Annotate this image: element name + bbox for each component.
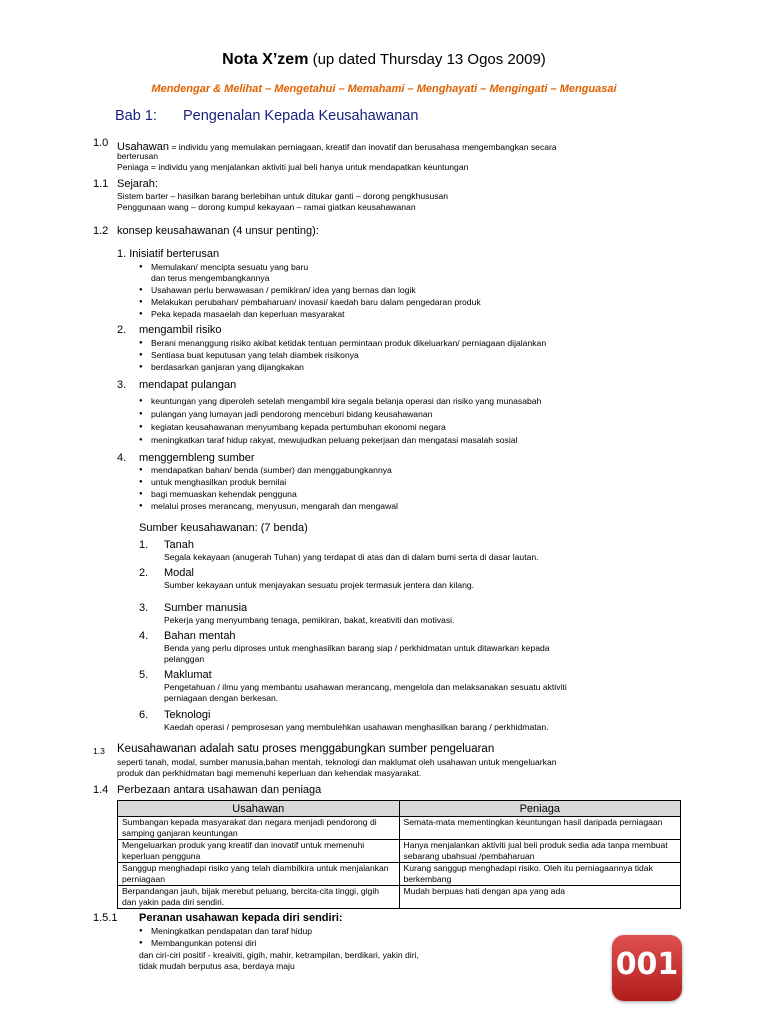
sumber-5-number: 5. [139, 669, 149, 681]
section-1-3-line-1: seperti tanah, modal, sumber manusia,bahan mentah, teknologi dan maklumat oleh usahawan untuk mengeluarkan [117, 757, 557, 767]
sumber-1-number: 1. [139, 539, 149, 551]
section-1-1-line-2: Penggunaan wang – dorong kumpul kekayaan – ramai giatkan keusahawanan [117, 202, 416, 212]
table-header-row [118, 801, 681, 817]
unsur-2-bullet-1: ● Berani menanggung risiko akibat ketidak tentuan permintaan produk dikeluarkan/ perniagaan dijalankan [139, 338, 546, 349]
unsur-1-bullet-1: ● Memulakan/ mencipta sesuatu yang baru [139, 262, 308, 273]
unsur-3-bullet-2: ● pulangan yang lumayan jadi pendorong menceburi bidang keusahawanan [139, 409, 432, 420]
column-header-usahawan: Usahawan [118, 801, 400, 817]
column-header-peniaga: Peniaga [399, 801, 681, 817]
section-1-5-1-bullet-2: ● Membangunkan potensi diri [139, 938, 257, 949]
sumber-5-desc: Pengetahuan / ilmu yang membantu usahawan merancang, mengelola dan melaksanakan sesuatu aktiviti [164, 682, 567, 692]
section-1-5-1-number: 1.5.1 [93, 912, 118, 924]
sumber-5-desc-cont: perniagaan dengan berkesan. [164, 693, 279, 703]
sumber-2-desc: Sumber kekayaan untuk menjayakan sesuatu projek termasuk jentera dan kilang. [164, 580, 475, 590]
unsur-1-bullet-3: ● Melakukan perubahan/ pembaharuan/ inovasi/ kaedah baru dalam pengedaran produk [139, 297, 481, 308]
unsur-4-bullet-3: ● bagi memuaskan kehendak pengguna [139, 489, 297, 500]
title-date: (up dated Thursday 13 Ogos 2009) [308, 51, 546, 68]
table-cell: Berpandangan jauh, bijak merebut peluang, bercita-cita tinggi, gigih dan yakin pada diri sendiri. [118, 886, 400, 909]
unsur-1-title: Inisiatif berterusan [129, 248, 220, 260]
sumber-4-desc-cont: pelanggan [164, 654, 205, 664]
table-cell: Sumbangan kepada masyarakat dan negara menjadi pendorong di samping ganjaran keuntungan [118, 817, 400, 840]
motto: Mendengar & Melihat – Mengetahui – Memahami – Menghayati – Mengingati – Menguasai [151, 83, 617, 95]
table-cell: Mudah berpuas hati dengan apa yang ada [399, 886, 681, 909]
section-1-0-number: 1.0 [93, 137, 109, 149]
chapter-heading [115, 108, 418, 124]
unsur-4-number: 4. [117, 452, 127, 464]
section-1-5-1-traits-2: tidak mudah berputus asa, berdaya maju [139, 961, 295, 971]
unsur-1-number: 1. [117, 248, 127, 260]
sumber-3-name: Sumber manusia [164, 602, 248, 614]
sumber-4-desc: Benda yang perlu diproses untuk menghasilkan barang siap / perkhidmatan untuk ditawarkan kepada [164, 643, 550, 653]
sumber-6-name: Teknologi [164, 709, 211, 721]
unsur-2-bullet-3: ● berdasarkan ganjaran yang dijangkakan [139, 362, 304, 373]
comparison-table [117, 800, 681, 909]
table-cell: Semata-mata mementingkan keuntungan hasil daripada perniagaan [399, 817, 681, 840]
unsur-2-number: 2. [117, 324, 127, 336]
sumber-6-number: 6. [139, 709, 149, 721]
table-cell: Kurang sanggup menghadapi risiko. Oleh itu perniagaannya tidak berkembang [399, 863, 681, 886]
section-1-1-number: 1.1 [93, 178, 109, 190]
unsur-3-number: 3. [117, 379, 127, 391]
unsur-4-bullet-2: ● untuk menghasilkan produk bernilai [139, 477, 286, 488]
section-1-3-number: 1.3 [93, 746, 105, 756]
unsur-2-bullet-2: ● Sentiasa buat keputusan yang telah diambek risikonya [139, 350, 359, 361]
table-row [118, 817, 681, 840]
chapter-number: Bab 1: [115, 108, 157, 124]
section-1-0-peniaga: Peniaga = individu yang menjalankan aktiviti jual beli hanya untuk mendapatkan keuntungan [117, 162, 469, 172]
sumber-2-number: 2. [139, 567, 149, 579]
table-cell: Sanggup menghadapi risiko yang telah diambilkira untuk menjalankan perniagaan [118, 863, 400, 886]
section-1-5-1-bullet-1: ● Meningkatkan pendapatan dan taraf hidup [139, 926, 312, 937]
section-1-1-line-1: Sistem barter – hasilkan barang berlebihan untuk ditukar ganti – dorong pengkhususan [117, 191, 449, 201]
section-1-4-number: 1.4 [93, 784, 109, 796]
unsur-1-heading [117, 248, 219, 261]
section-1-0-def: = individu yang memulakan perniagaan, kreatif dan inovatif dan berusahasa mengembangkan secara [168, 142, 557, 152]
sumber-3-desc: Pekerja yang menyumbang tenaga, pemikiran, bakat, kreativiti dan motivasi. [164, 615, 455, 625]
section-1-0-line [117, 137, 557, 155]
unsur-4-bullet-4: ● melalui proses merancang, menyusun, mengarah dan mengawal [139, 501, 398, 512]
sumber-1-desc: Segala kekayaan (anugerah Tuhan) yang terdapat di atas dan di dalam bumi serta di dasar lautan. [164, 552, 539, 562]
unsur-3-bullet-3: ● kegiatan keusahawanan menyumbang kepada pertumbuhan ekonomi negara [139, 422, 446, 433]
sumber-6-desc: Kaedah operasi / pemprosesan yang membulehkan usahawan menghasilkan barang / perkhidmatan. [164, 722, 549, 732]
unsur-3-bullet-4: ● meningkatkan taraf hidup rakyat, mewujudkan peluang pekerjaan dan mengatasi masalah sosial [139, 435, 517, 446]
table-row [118, 886, 681, 909]
unsur-3-bullet-1: ● keuntungan yang diperoleh setelah mengambil kira segala belanja operasi dan risiko yang munasabah [139, 396, 541, 407]
section-1-0-term: Usahawan [117, 141, 169, 153]
section-1-3-title: Keusahawanan adalah satu proses menggabungkan sumber pengeluaran [117, 743, 495, 755]
sumber-4-number: 4. [139, 630, 149, 642]
table-row [118, 840, 681, 863]
table-row [118, 863, 681, 886]
page-number-badge: 001 [612, 935, 682, 1001]
unsur-4-title: menggembleng sumber [139, 452, 255, 464]
section-1-4-title: Perbezaan antara usahawan dan peniaga [117, 784, 322, 796]
unsur-2-title: mengambil risiko [139, 324, 222, 336]
section-1-3-line-2: produk dan perkhidmatan bagi memenuhi keperluan dan kehendak masyarakat. [117, 768, 422, 778]
sumber-3-number: 3. [139, 602, 149, 614]
sumber-5-name: Maklumat [164, 669, 212, 681]
section-1-2-title: konsep keusahawanan (4 unsur penting): [117, 225, 319, 237]
sumber-heading: Sumber keusahawanan: (7 benda) [139, 522, 308, 534]
sumber-2-name: Modal [164, 567, 194, 579]
section-1-0-def-cont: berterusan [117, 151, 159, 161]
unsur-1-bullet-4: ● Peka kepada masaelah dan keperluan masyarakat [139, 309, 344, 320]
chapter-title: Pengenalan Kepada Keusahawanan [183, 108, 419, 124]
table-cell: Hanya menjalankan aktiviti jual beli produk sedia ada tanpa membuat sebarang ubahsuai /pembaharuan [399, 840, 681, 863]
table-cell: Mengeluarkan produk yang kreatif dan inovatif untuk memenuhi keperluan pengguna [118, 840, 400, 863]
unsur-3-title: mendapat pulangan [139, 379, 237, 391]
unsur-4-bullet-1: ● mendapatkan bahan/ benda (sumber) dan menggabungkannya [139, 465, 392, 476]
sumber-4-name: Bahan mentah [164, 630, 236, 642]
unsur-1-bullet-2: ● Usahawan perlu berwawasan / pemikiran/ idea yang bernas dan logik [139, 285, 416, 296]
section-1-1-title: Sejarah: [117, 178, 158, 190]
page-title [0, 51, 768, 69]
section-1-2-number: 1.2 [93, 225, 109, 237]
title-main: Nota X’zem [222, 51, 309, 68]
section-1-5-1-traits-1: dan ciri-ciri positif - kreaiviti, gigih, mahir, ketrampilan, berdikari, yakin diri, [139, 950, 419, 960]
section-1-5-1-title: Peranan usahawan kepada diri sendiri: [139, 912, 343, 924]
sumber-1-name: Tanah [164, 539, 194, 551]
unsur-1-bullet-1-cont: dan terus mengembangkannya [151, 273, 270, 283]
